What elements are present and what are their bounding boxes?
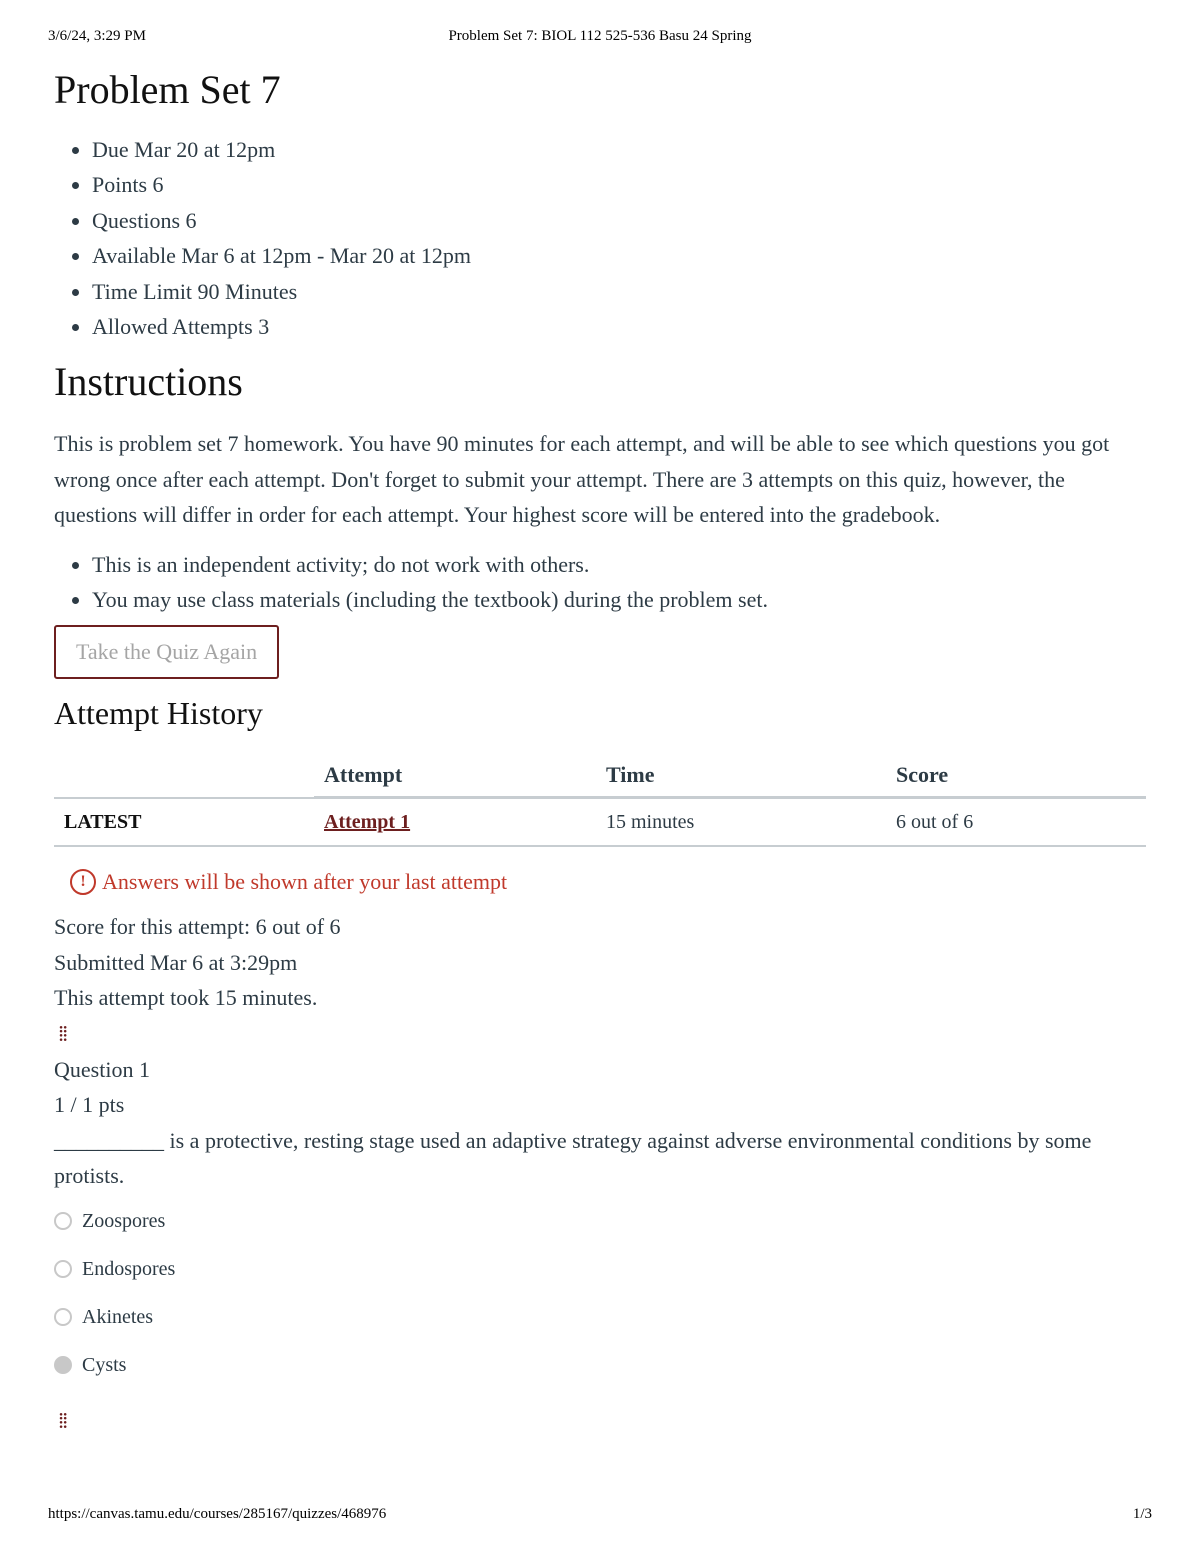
- col-header-blank: [54, 754, 314, 798]
- answer-label: Akinetes: [82, 1305, 154, 1328]
- radio-button[interactable]: [54, 1260, 72, 1278]
- quiz-title: Problem Set 7: [54, 67, 281, 112]
- warning-text: Answers will be shown after your last attempt: [102, 869, 508, 895]
- print-page-number: 1/3: [1132, 1506, 1152, 1522]
- answer-option-cysts: [54, 1341, 1146, 1389]
- drag-handle-icon: ⁞⁞: [58, 1408, 67, 1434]
- question-title: Question 1: [54, 1056, 150, 1082]
- instructions-bullets: [54, 547, 1146, 618]
- detail-allowed-attempts: • Allowed Attempts 3: [92, 309, 1146, 344]
- attempt-time: 15 minutes: [596, 798, 886, 847]
- quiz-details-list: [54, 132, 1146, 344]
- answer-options: [54, 1197, 1146, 1389]
- detail-points: • Points 6: [92, 167, 1146, 202]
- answer-label: Zoospores: [82, 1209, 166, 1232]
- attempt-history-heading: Attempt History: [54, 695, 263, 732]
- attempt-1-link[interactable]: Attempt 1: [324, 810, 411, 833]
- instructions-paragraph: This is problem set 7 homework. You have 90 minutes for each attempt, and will be able to see which questions you got wrong once after each attempt. Don't forget to submit your attempt. There are 3 attempts on this quiz, however, the questions will differ in order for each attempt. Your highest score will be entered into the gradebook.: [54, 431, 1110, 528]
- detail-due: • Due Mar 20 at 12pm: [92, 132, 1146, 167]
- question-points: 1 / 1 pts: [54, 1092, 125, 1118]
- print-page-title: Problem Set 7: BIOL 112 525-536 Basu 24 Spring: [448, 28, 752, 44]
- answer-option-zoospores: [54, 1197, 1146, 1245]
- instructions-heading: Instructions: [54, 359, 243, 405]
- print-header: [48, 28, 1152, 45]
- print-footer: [48, 1506, 1152, 1523]
- attempt-submitted: Submitted Mar 6 at 3:29pm: [54, 949, 298, 975]
- table-row: [54, 798, 1146, 847]
- radio-button-selected[interactable]: [54, 1356, 72, 1374]
- answer-label: Endospores: [82, 1257, 176, 1280]
- detail-time-limit: • Time Limit 90 Minutes: [92, 274, 1146, 309]
- instruction-bullet: • You may use class materials (including the textbook) during the problem set.: [92, 582, 1146, 617]
- attempt-score: 6 out of 6: [886, 798, 1146, 847]
- question-text: __________ is a protective, resting stage used an adaptive strategy against adverse environmental conditions by some protists.: [54, 1127, 1092, 1188]
- answer-label: Cysts: [82, 1353, 127, 1376]
- radio-button[interactable]: [54, 1308, 72, 1326]
- attempt-duration: This attempt took 15 minutes.: [54, 985, 318, 1011]
- exclamation-circle-icon: !: [70, 869, 96, 895]
- quiz-content: [54, 66, 1146, 1439]
- col-header-attempt: Attempt: [314, 754, 596, 798]
- attempt-history-table: [54, 754, 1146, 847]
- detail-questions: • Questions 6: [92, 203, 1146, 238]
- take-quiz-again-button[interactable]: Take the Quiz Again: [54, 625, 279, 679]
- col-header-time: Time: [596, 754, 886, 798]
- answer-option-endospores: [54, 1245, 1146, 1293]
- attempt-summary: [54, 909, 1146, 1015]
- answer-option-akinetes: [54, 1293, 1146, 1341]
- drag-handle-icon: ⁞⁞: [58, 1020, 67, 1046]
- instruction-bullet: • This is an independent activity; do not work with others.: [92, 547, 1146, 582]
- radio-button[interactable]: [54, 1212, 72, 1230]
- print-datetime: 3/6/24, 3:29 PM: [48, 28, 146, 44]
- detail-available: • Available Mar 6 at 12pm - Mar 20 at 12pm: [92, 238, 1146, 273]
- latest-label: LATEST: [54, 798, 314, 847]
- print-url: https://canvas.tamu.edu/courses/285167/quizzes/468976: [48, 1506, 387, 1522]
- attempt-score-summary: Score for this attempt: 6 out of 6: [54, 914, 341, 940]
- col-header-score: Score: [886, 754, 1146, 798]
- answers-warning: [70, 869, 1146, 895]
